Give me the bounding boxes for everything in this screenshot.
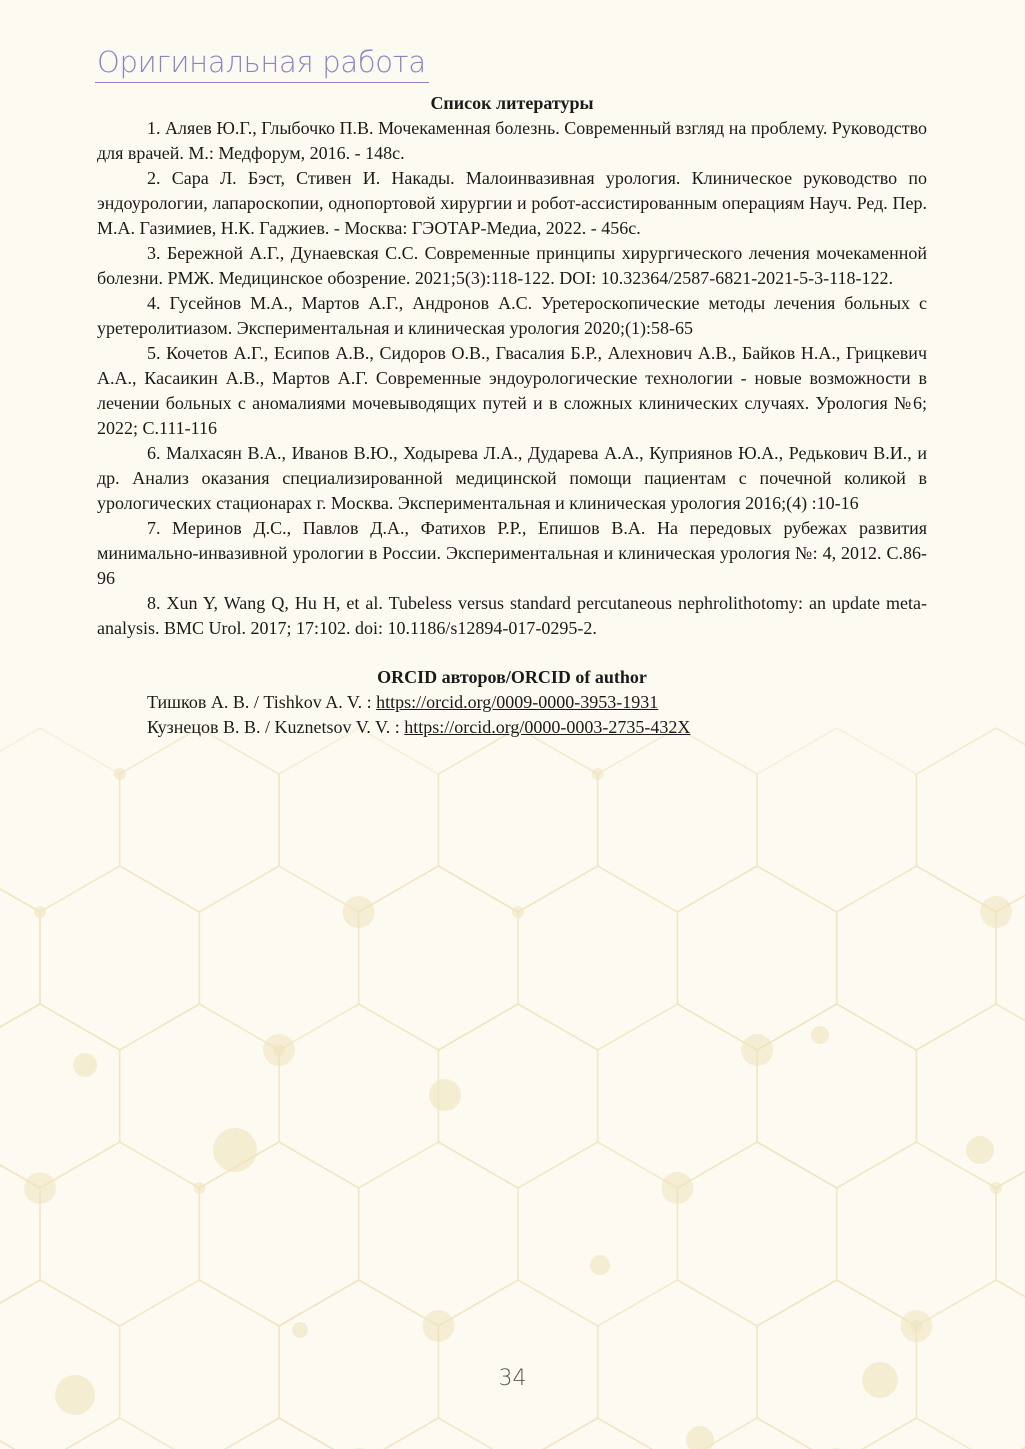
reference-item: 1. Аляев Ю.Г., Глыбочко П.В. Мочекаменная болезнь. Современный взгляд на проблему. Руководство для врачей. М.: Медфорум, 2016. - 148с.	[97, 118, 927, 163]
orcid-title: ORCID авторов/ORCID of author	[377, 667, 647, 687]
main-content	[97, 91, 927, 740]
orcid-link[interactable]: https://orcid.org/0000-0003-2735-432X	[404, 717, 691, 737]
reference-item: 6. Малхасян В.А., Иванов В.Ю., Ходырева Л.А., Дударева А.А., Куприянов Ю.А., Редькович В.И., и др. Анализ оказания специализированной медицинской помощи пациентам с почечной коликой в урологических стационарах г. Москва. Экспериментальная и клиническая урология 2016;(4) :10-16	[97, 443, 927, 513]
reference-item: 5. Кочетов А.Г., Есипов А.В., Сидоров О.В., Гвасалия Б.Р., Алехнович А.В., Байков Н.А., Грицкевич А.А., Касаикин А.В., Мартов А.Г. Современные эндоурологические технологии - новые возможности в лечении больных с аномалиями мочевыводящих путей и в сложных клинических случаях. Урология №6; 2022; С.111-116	[97, 343, 927, 438]
reference-item: 7. Меринов Д.С., Павлов Д.А., Фатихов Р.Р., Епишов В.А. На передовых рубежах развития минимально-инвазивной урологии в России. Экспериментальная и клиническая урология №: 4, 2012. С.86-96	[97, 518, 927, 588]
page-header	[97, 44, 431, 80]
reference-item: 2. Сара Л. Бэст, Стивен И. Накады. Малоинвазивная урология. Клиническое руководство по эндоурологии, лапароскопии, однопортовой хирургии и робот-ассистированным операциям Науч. Ред. Пер. М.А. Газимиев, Н.К. Гаджиев. - Москва: ГЭОТАР-Медиа, 2022. - 456с.	[97, 168, 927, 238]
orcid-author-line	[97, 690, 927, 715]
author-name: Тишков А. В. / Tishkov A. V. :	[147, 692, 377, 712]
orcid-link[interactable]: https://orcid.org/0009-0000-3953-1931	[376, 692, 659, 712]
reference-item: 8. Xun Y, Wang Q, Hu H, et al. Tubeless versus standard percutaneous nephrolithotomy: an update meta-analysis. BMC Urol. 2017; 17:102. doi: 10.1186/s12894-017-0295-2.	[97, 593, 927, 638]
reference-item: 4. Гусейнов М.А., Мартов А.Г., Андронов А.С. Уретероскопические методы лечения больных с уретеролитиазом. Экспериментальная и клиническая урология 2020;(1):58-65	[97, 293, 927, 338]
reference-item: 3. Бережной А.Г., Дунаевская С.С. Современные принципы хирургического лечения мочекаменной болезни. РМЖ. Медицинское обозрение. 2021;5(3):118-122. DOI: 10.32364/2587-6821-2021-5-3-118-122.	[97, 243, 927, 288]
orcid-author-line	[97, 715, 927, 740]
header-underline	[95, 82, 429, 83]
author-name: Кузнецов В. В. / Kuznetsov V. V. :	[147, 717, 405, 737]
references-title: Список литературы	[430, 93, 594, 113]
section-heading: Оригинальная работа	[97, 45, 426, 79]
page-number: 34	[498, 1366, 527, 1391]
